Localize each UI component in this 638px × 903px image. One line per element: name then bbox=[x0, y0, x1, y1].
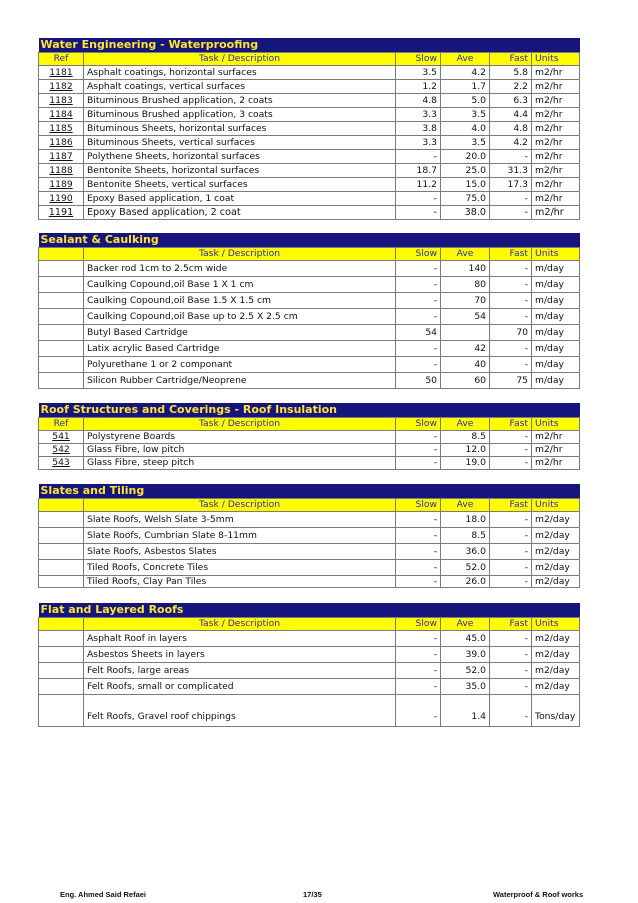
row-fast: - bbox=[490, 260, 532, 276]
row-task: Felt Roofs, large areas bbox=[84, 662, 396, 678]
row-units: m2/day bbox=[532, 511, 580, 527]
row-ref bbox=[39, 356, 84, 372]
row-fast: - bbox=[490, 340, 532, 356]
row-task: Tiled Roofs, Concrete Tiles bbox=[84, 559, 396, 575]
row-task: Felt Roofs, small or complicated bbox=[84, 678, 396, 694]
row-ave: 4.0 bbox=[441, 121, 490, 135]
table-row bbox=[39, 527, 580, 543]
row-units: m/day bbox=[532, 372, 580, 388]
row-task: Bituminous Brushed application, 3 coats bbox=[84, 107, 396, 121]
row-ref bbox=[39, 260, 84, 276]
row-slow: 54 bbox=[396, 324, 441, 340]
row-slow: - bbox=[396, 430, 441, 443]
header-units: Units bbox=[532, 498, 580, 511]
header-ref: Ref bbox=[39, 417, 84, 430]
header-ave: Ave bbox=[441, 52, 490, 65]
row-ave: 20.0 bbox=[441, 149, 490, 163]
row-ref bbox=[39, 340, 84, 356]
row-ave: 75.0 bbox=[441, 191, 490, 205]
row-ref: 542 bbox=[39, 443, 84, 456]
header-units: Units bbox=[532, 52, 580, 65]
header-slow: Slow bbox=[396, 52, 441, 65]
row-ref bbox=[39, 559, 84, 575]
row-ref: 1183 bbox=[39, 93, 84, 107]
row-task: Bituminous Sheets, horizontal surfaces bbox=[84, 121, 396, 135]
row-ave: 8.5 bbox=[441, 430, 490, 443]
section-title: Sealant & Caulking bbox=[39, 233, 396, 247]
row-ref bbox=[39, 527, 84, 543]
row-fast: 4.2 bbox=[490, 135, 532, 149]
row-slow: - bbox=[396, 149, 441, 163]
row-slow: 50 bbox=[396, 372, 441, 388]
row-ave: 54 bbox=[441, 308, 490, 324]
row-ref bbox=[39, 694, 84, 726]
row-ave: 18.0 bbox=[441, 511, 490, 527]
row-task: Glass Fibre, low pitch bbox=[84, 443, 396, 456]
header-task: Task / Description bbox=[84, 52, 396, 65]
header-fast: Fast bbox=[490, 498, 532, 511]
row-fast: - bbox=[490, 543, 532, 559]
row-units: m2/hr bbox=[532, 121, 580, 135]
row-ref bbox=[39, 372, 84, 388]
row-task: Slate Roofs, Welsh Slate 3-5mm bbox=[84, 511, 396, 527]
row-ave: 4.2 bbox=[441, 65, 490, 79]
section-roof-insulation bbox=[38, 403, 579, 470]
row-ave: 60 bbox=[441, 372, 490, 388]
row-ave: 80 bbox=[441, 276, 490, 292]
header-slow: Slow bbox=[396, 498, 441, 511]
table-row bbox=[39, 260, 580, 276]
row-ref bbox=[39, 662, 84, 678]
row-ref bbox=[39, 646, 84, 662]
row-units: m2/day bbox=[532, 678, 580, 694]
row-units: m/day bbox=[532, 276, 580, 292]
row-slow: - bbox=[396, 356, 441, 372]
table-row bbox=[39, 135, 580, 149]
row-fast: - bbox=[490, 292, 532, 308]
row-slow: - bbox=[396, 630, 441, 646]
header-fast: Fast bbox=[490, 417, 532, 430]
title-fill bbox=[396, 484, 580, 498]
header-slow: Slow bbox=[396, 247, 441, 260]
row-fast: 4.8 bbox=[490, 121, 532, 135]
row-units: m2/hr bbox=[532, 65, 580, 79]
row-units: m/day bbox=[532, 260, 580, 276]
row-slow: - bbox=[396, 527, 441, 543]
row-units: m/day bbox=[532, 356, 580, 372]
header-slow: Slow bbox=[396, 617, 441, 630]
row-slow: - bbox=[396, 646, 441, 662]
row-units: m2/hr bbox=[532, 93, 580, 107]
row-ref: 1189 bbox=[39, 177, 84, 191]
row-units: m2/hr bbox=[532, 443, 580, 456]
table-row bbox=[39, 177, 580, 191]
row-ref: 1186 bbox=[39, 135, 84, 149]
row-ave: 12.0 bbox=[441, 443, 490, 456]
row-slow: 3.3 bbox=[396, 135, 441, 149]
row-fast: - bbox=[490, 149, 532, 163]
row-task: Asphalt Roof in layers bbox=[84, 630, 396, 646]
table-row bbox=[39, 443, 580, 456]
header-fast: Fast bbox=[490, 52, 532, 65]
row-ave: 1.7 bbox=[441, 79, 490, 93]
row-ref: 1181 bbox=[39, 65, 84, 79]
header-units: Units bbox=[532, 247, 580, 260]
row-slow: - bbox=[396, 559, 441, 575]
row-fast: - bbox=[490, 456, 532, 469]
table-row bbox=[39, 356, 580, 372]
slates-table bbox=[38, 484, 580, 588]
row-units: m2/hr bbox=[532, 430, 580, 443]
section-title: Slates and Tiling bbox=[39, 484, 396, 498]
sealant-table bbox=[38, 233, 580, 389]
row-ave: 45.0 bbox=[441, 630, 490, 646]
row-ave: 15.0 bbox=[441, 177, 490, 191]
row-units: m2/hr bbox=[532, 79, 580, 93]
row-units: m2/hr bbox=[532, 177, 580, 191]
row-task: Bituminous Sheets, vertical surfaces bbox=[84, 135, 396, 149]
row-task: Asphalt coatings, vertical surfaces bbox=[84, 79, 396, 93]
table-row bbox=[39, 511, 580, 527]
row-ave bbox=[441, 324, 490, 340]
title-fill bbox=[396, 403, 580, 417]
row-slow: - bbox=[396, 694, 441, 726]
row-fast: - bbox=[490, 356, 532, 372]
table-row bbox=[39, 646, 580, 662]
section-title: Roof Structures and Coverings - Roof Insulation bbox=[39, 403, 396, 417]
row-units: m2/day bbox=[532, 575, 580, 587]
table-row bbox=[39, 163, 580, 177]
row-units: m2/hr bbox=[532, 456, 580, 469]
row-ave: 40 bbox=[441, 356, 490, 372]
row-units: m2/hr bbox=[532, 107, 580, 121]
row-units: m2/hr bbox=[532, 149, 580, 163]
row-task: Epoxy Based application, 2 coat bbox=[84, 205, 396, 219]
row-fast: - bbox=[490, 511, 532, 527]
footer-author: Eng. Ahmed Said Refaei bbox=[60, 890, 146, 899]
row-ref bbox=[39, 511, 84, 527]
row-fast: 70 bbox=[490, 324, 532, 340]
row-ave: 3.5 bbox=[441, 135, 490, 149]
row-ave: 38.0 bbox=[441, 205, 490, 219]
row-task: Tiled Roofs, Clay Pan Tiles bbox=[84, 575, 396, 587]
row-ref: 1191 bbox=[39, 205, 84, 219]
title-fill bbox=[396, 233, 580, 247]
header-fast: Fast bbox=[490, 247, 532, 260]
header-fast: Fast bbox=[490, 617, 532, 630]
table-row bbox=[39, 662, 580, 678]
row-fast: - bbox=[490, 678, 532, 694]
row-units: m/day bbox=[532, 324, 580, 340]
row-units: m/day bbox=[532, 292, 580, 308]
row-slow: - bbox=[396, 191, 441, 205]
row-task: Epoxy Based application, 1 coat bbox=[84, 191, 396, 205]
row-units: Tons/day bbox=[532, 694, 580, 726]
row-ref: 1187 bbox=[39, 149, 84, 163]
section-title: Water Engineering - Waterproofing bbox=[39, 38, 396, 52]
row-units: m2/day bbox=[532, 543, 580, 559]
row-ref bbox=[39, 678, 84, 694]
row-units: m2/hr bbox=[532, 135, 580, 149]
row-slow: 11.2 bbox=[396, 177, 441, 191]
footer-page-number: 17/35 bbox=[303, 890, 322, 899]
row-task: Caulking Copound,oil Base up to 2.5 X 2.5 cm bbox=[84, 308, 396, 324]
table-row bbox=[39, 456, 580, 469]
section-waterproofing bbox=[38, 38, 579, 220]
row-fast: 31.3 bbox=[490, 163, 532, 177]
row-fast: - bbox=[490, 276, 532, 292]
header-units: Units bbox=[532, 417, 580, 430]
table-row bbox=[39, 430, 580, 443]
table-row bbox=[39, 630, 580, 646]
row-slow: - bbox=[396, 456, 441, 469]
row-ref: 1184 bbox=[39, 107, 84, 121]
row-fast: 2.2 bbox=[490, 79, 532, 93]
row-task: Slate Roofs, Asbestos Slates bbox=[84, 543, 396, 559]
row-units: m2/day bbox=[532, 662, 580, 678]
row-slow: - bbox=[396, 543, 441, 559]
row-ref bbox=[39, 292, 84, 308]
row-ave: 42 bbox=[441, 340, 490, 356]
row-units: m2/day bbox=[532, 527, 580, 543]
row-slow: 18.7 bbox=[396, 163, 441, 177]
row-ave: 35.0 bbox=[441, 678, 490, 694]
header-task: Task / Description bbox=[84, 417, 396, 430]
table-row bbox=[39, 678, 580, 694]
header-ref: Ref bbox=[39, 52, 84, 65]
header-ave: Ave bbox=[441, 498, 490, 511]
row-slow: - bbox=[396, 340, 441, 356]
row-ave: 52.0 bbox=[441, 559, 490, 575]
header-ave: Ave bbox=[441, 617, 490, 630]
row-ref: 541 bbox=[39, 430, 84, 443]
footer-topic: Waterproof & Roof works bbox=[493, 890, 584, 899]
table-row bbox=[39, 559, 580, 575]
row-task: Caulking Copound,oil Base 1.5 X 1.5 cm bbox=[84, 292, 396, 308]
table-row bbox=[39, 65, 580, 79]
row-fast: - bbox=[490, 191, 532, 205]
row-fast: 6.3 bbox=[490, 93, 532, 107]
row-ref bbox=[39, 543, 84, 559]
row-ref: 1182 bbox=[39, 79, 84, 93]
row-fast: - bbox=[490, 443, 532, 456]
table-row bbox=[39, 694, 580, 726]
table-row bbox=[39, 372, 580, 388]
row-slow: 3.5 bbox=[396, 65, 441, 79]
row-fast: - bbox=[490, 308, 532, 324]
row-ave: 8.5 bbox=[441, 527, 490, 543]
row-ave: 25.0 bbox=[441, 163, 490, 177]
row-ref bbox=[39, 276, 84, 292]
row-ave: 52.0 bbox=[441, 662, 490, 678]
section-slates-tiling bbox=[38, 484, 579, 588]
row-slow: - bbox=[396, 575, 441, 587]
waterproofing-table bbox=[38, 38, 580, 220]
row-slow: - bbox=[396, 276, 441, 292]
roof-insulation-table bbox=[38, 403, 580, 470]
row-task: Butyl Based Cartridge bbox=[84, 324, 396, 340]
row-slow: 3.8 bbox=[396, 121, 441, 135]
row-fast: 5.8 bbox=[490, 65, 532, 79]
row-fast: - bbox=[490, 630, 532, 646]
flat-roofs-table bbox=[38, 603, 580, 727]
row-units: m2/hr bbox=[532, 205, 580, 219]
row-slow: 4.8 bbox=[396, 93, 441, 107]
row-fast: 75 bbox=[490, 372, 532, 388]
row-fast: - bbox=[490, 527, 532, 543]
table-row bbox=[39, 149, 580, 163]
table-row bbox=[39, 191, 580, 205]
row-units: m2/hr bbox=[532, 163, 580, 177]
row-task: Felt Roofs, Gravel roof chippings bbox=[84, 694, 396, 726]
row-fast: - bbox=[490, 205, 532, 219]
row-fast: - bbox=[490, 646, 532, 662]
row-task: Bentonite Sheets, horizontal surfaces bbox=[84, 163, 396, 177]
row-ave: 140 bbox=[441, 260, 490, 276]
row-ave: 39.0 bbox=[441, 646, 490, 662]
row-units: m2/day bbox=[532, 559, 580, 575]
row-ave: 19.0 bbox=[441, 456, 490, 469]
row-fast: - bbox=[490, 430, 532, 443]
row-units: m/day bbox=[532, 308, 580, 324]
row-task: Slate Roofs, Cumbrian Slate 8-11mm bbox=[84, 527, 396, 543]
table-row bbox=[39, 276, 580, 292]
row-ref bbox=[39, 324, 84, 340]
row-task: Polystyrene Boards bbox=[84, 430, 396, 443]
row-task: Caulking Copound,oil Base 1 X 1 cm bbox=[84, 276, 396, 292]
row-ref: 1188 bbox=[39, 163, 84, 177]
row-fast: - bbox=[490, 662, 532, 678]
row-slow: 3.3 bbox=[396, 107, 441, 121]
row-ref: 1190 bbox=[39, 191, 84, 205]
header-ref-empty bbox=[39, 617, 84, 630]
row-slow: - bbox=[396, 511, 441, 527]
row-slow: - bbox=[396, 308, 441, 324]
row-ref bbox=[39, 308, 84, 324]
table-row bbox=[39, 308, 580, 324]
row-task: Latix acrylic Based Cartridge bbox=[84, 340, 396, 356]
section-title: Flat and Layered Roofs bbox=[39, 603, 396, 617]
row-slow: - bbox=[396, 205, 441, 219]
header-task: Task / Description bbox=[84, 617, 396, 630]
row-slow: - bbox=[396, 292, 441, 308]
header-units: Units bbox=[532, 617, 580, 630]
header-task: Task / Description bbox=[84, 247, 396, 260]
row-slow: - bbox=[396, 662, 441, 678]
section-sealant-caulking bbox=[38, 233, 579, 389]
row-task: Backer rod 1cm to 2.5cm wide bbox=[84, 260, 396, 276]
title-fill bbox=[396, 38, 580, 52]
header-ave: Ave bbox=[441, 417, 490, 430]
row-fast: - bbox=[490, 694, 532, 726]
row-units: m2/hr bbox=[532, 191, 580, 205]
row-slow: - bbox=[396, 443, 441, 456]
row-slow: - bbox=[396, 678, 441, 694]
table-row bbox=[39, 543, 580, 559]
row-fast: - bbox=[490, 575, 532, 587]
header-ref-empty bbox=[39, 498, 84, 511]
row-task: Polyurethane 1 or 2 componant bbox=[84, 356, 396, 372]
row-task: Bituminous Brushed application, 2 coats bbox=[84, 93, 396, 107]
row-fast: 17.3 bbox=[490, 177, 532, 191]
row-ave: 5.0 bbox=[441, 93, 490, 107]
table-row bbox=[39, 575, 580, 587]
table-row bbox=[39, 79, 580, 93]
table-row bbox=[39, 93, 580, 107]
table-row bbox=[39, 107, 580, 121]
header-ref-empty bbox=[39, 247, 84, 260]
row-task: Polythene Sheets, horizontal surfaces bbox=[84, 149, 396, 163]
table-row bbox=[39, 292, 580, 308]
row-ave: 1.4 bbox=[441, 694, 490, 726]
row-ref: 543 bbox=[39, 456, 84, 469]
row-ave: 26.0 bbox=[441, 575, 490, 587]
row-ave: 36.0 bbox=[441, 543, 490, 559]
row-slow: - bbox=[396, 260, 441, 276]
row-task: Silicon Rubber Cartridge/Neoprene bbox=[84, 372, 396, 388]
header-slow: Slow bbox=[396, 417, 441, 430]
title-fill bbox=[396, 603, 580, 617]
section-flat-layered-roofs bbox=[38, 603, 579, 727]
table-row bbox=[39, 340, 580, 356]
row-fast: 4.4 bbox=[490, 107, 532, 121]
row-units: m2/day bbox=[532, 630, 580, 646]
row-ref: 1185 bbox=[39, 121, 84, 135]
header-ave: Ave bbox=[441, 247, 490, 260]
row-units: m/day bbox=[532, 340, 580, 356]
row-fast: - bbox=[490, 559, 532, 575]
row-ref bbox=[39, 575, 84, 587]
row-task: Bentonite Sheets, vertical surfaces bbox=[84, 177, 396, 191]
row-ref bbox=[39, 630, 84, 646]
row-units: m2/day bbox=[532, 646, 580, 662]
table-row bbox=[39, 205, 580, 219]
header-task: Task / Description bbox=[84, 498, 396, 511]
row-ave: 70 bbox=[441, 292, 490, 308]
table-row bbox=[39, 324, 580, 340]
table-row bbox=[39, 121, 580, 135]
row-ave: 3.5 bbox=[441, 107, 490, 121]
row-task: Asbestos Sheets in layers bbox=[84, 646, 396, 662]
row-slow: 1.2 bbox=[396, 79, 441, 93]
row-task: Glass Fibre, steep pitch bbox=[84, 456, 396, 469]
row-task: Asphalt coatings, horizontal surfaces bbox=[84, 65, 396, 79]
